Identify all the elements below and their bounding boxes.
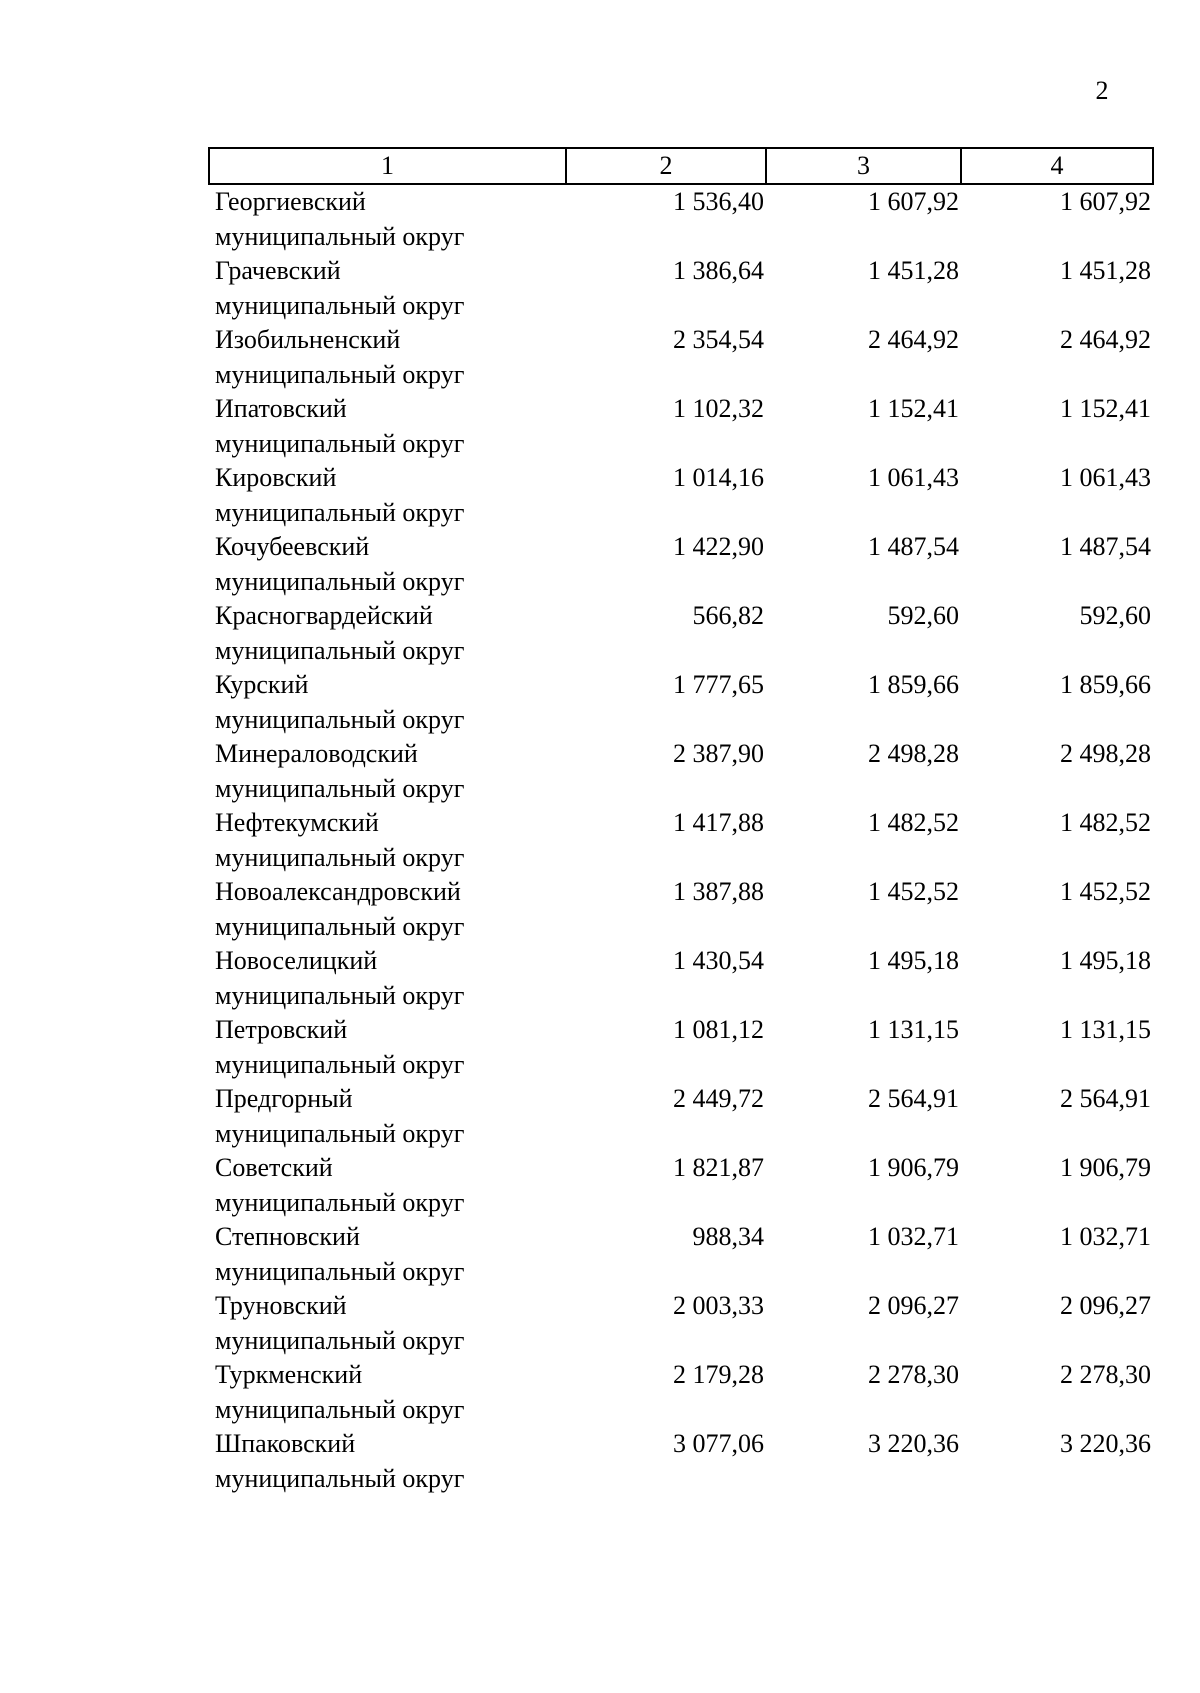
district-name: Грачевский — [215, 256, 341, 285]
value-col-2: 1 417,88 — [673, 808, 764, 837]
district-name: Степновский — [215, 1222, 360, 1251]
value-col-3: 2 096,27 — [868, 1291, 959, 1320]
value-col-3: 1 131,15 — [868, 1015, 959, 1044]
district-type: муниципальный округ — [215, 704, 465, 734]
value-col-3: 1 495,18 — [868, 946, 959, 975]
value-col-2: 2 387,90 — [673, 739, 764, 768]
district-cell — [209, 184, 566, 254]
value-col-4: 1 906,79 — [1060, 1153, 1151, 1182]
table-body — [209, 184, 1153, 1496]
district-cell — [209, 806, 566, 875]
district-name: Советский — [215, 1153, 333, 1182]
value-col-3: 1 607,92 — [868, 187, 959, 216]
value-col-3: 1 487,54 — [868, 532, 959, 561]
district-type: муниципальный округ — [215, 221, 465, 251]
value-col-2: 1 081,12 — [673, 1015, 764, 1044]
district-type: муниципальный округ — [215, 1187, 465, 1217]
table-row — [209, 875, 1153, 944]
table-row — [209, 1220, 1153, 1289]
value-col-3: 1 906,79 — [868, 1153, 959, 1182]
district-cell — [209, 668, 566, 737]
value-col-2: 1 387,88 — [673, 877, 764, 906]
value-col-4: 592,60 — [1079, 601, 1151, 630]
district-name: Кировский — [215, 463, 337, 492]
value-col-3: 1 152,41 — [868, 394, 959, 423]
value-col-3: 592,60 — [887, 601, 959, 630]
district-name: Труновский — [215, 1291, 347, 1320]
district-cell — [209, 461, 566, 530]
value-col-4: 2 498,28 — [1060, 739, 1151, 768]
value-col-3: 1 859,66 — [868, 670, 959, 699]
district-cell — [209, 323, 566, 392]
district-name: Предгорный — [215, 1084, 353, 1113]
page-number: 2 — [1095, 76, 1109, 105]
value-col-3: 2 498,28 — [868, 739, 959, 768]
district-type: муниципальный округ — [215, 911, 465, 941]
district-cell — [209, 1220, 566, 1289]
district-name: Георгиевский — [215, 187, 366, 216]
value-col-2: 988,34 — [692, 1222, 764, 1251]
district-name: Шпаковский — [215, 1429, 356, 1458]
value-col-2: 1 821,87 — [673, 1153, 764, 1182]
district-name: Петровский — [215, 1015, 348, 1044]
district-name: Курский — [215, 670, 309, 699]
value-col-4: 1 859,66 — [1060, 670, 1151, 699]
value-col-4: 1 482,52 — [1060, 808, 1151, 837]
value-col-2: 2 179,28 — [673, 1360, 764, 1389]
district-type: муниципальный округ — [215, 1325, 465, 1355]
district-cell — [209, 254, 566, 323]
district-cell — [209, 392, 566, 461]
district-type: муниципальный округ — [215, 566, 465, 596]
district-name: Красногвардейский — [215, 601, 433, 630]
district-cell — [209, 737, 566, 806]
table-row — [209, 806, 1153, 875]
district-name: Кочубеевский — [215, 532, 370, 561]
column-header-2: 2 — [566, 148, 766, 184]
table-row — [209, 1289, 1153, 1358]
district-cell — [209, 1427, 566, 1496]
value-col-4: 2 464,92 — [1060, 325, 1151, 354]
value-col-4: 1 032,71 — [1060, 1222, 1151, 1251]
value-col-4: 1 495,18 — [1060, 946, 1151, 975]
value-col-4: 1 487,54 — [1060, 532, 1151, 561]
district-type: муниципальный округ — [215, 635, 465, 665]
value-col-3: 1 451,28 — [868, 256, 959, 285]
district-name: Новоселицкий — [215, 946, 378, 975]
district-type: муниципальный округ — [215, 497, 465, 527]
district-type: муниципальный округ — [215, 1256, 465, 1286]
value-col-2: 1 386,64 — [673, 256, 764, 285]
table-row — [209, 323, 1153, 392]
value-col-2: 2 003,33 — [673, 1291, 764, 1320]
value-col-2: 3 077,06 — [673, 1429, 764, 1458]
table-row — [209, 1013, 1153, 1082]
table-row — [209, 737, 1153, 806]
value-col-2: 1 422,90 — [673, 532, 764, 561]
table-row — [209, 184, 1153, 254]
district-cell — [209, 1358, 566, 1427]
value-col-4: 1 451,28 — [1060, 256, 1151, 285]
value-col-4: 3 220,36 — [1060, 1429, 1151, 1458]
table-row — [209, 530, 1153, 599]
district-type: муниципальный округ — [215, 773, 465, 803]
value-col-2: 1 102,32 — [673, 394, 764, 423]
table-row — [209, 668, 1153, 737]
value-col-4: 1 607,92 — [1060, 187, 1151, 216]
district-name: Нефтекумский — [215, 808, 379, 837]
value-col-4: 1 452,52 — [1060, 877, 1151, 906]
value-col-2: 566,82 — [692, 601, 764, 630]
value-col-3: 1 482,52 — [868, 808, 959, 837]
table-row — [209, 1151, 1153, 1220]
value-col-4: 2 564,91 — [1060, 1084, 1151, 1113]
district-cell — [209, 530, 566, 599]
column-header-3: 3 — [766, 148, 961, 184]
value-col-4: 1 152,41 — [1060, 394, 1151, 423]
value-col-3: 1 032,71 — [868, 1222, 959, 1251]
district-cell — [209, 1289, 566, 1358]
value-col-2: 1 777,65 — [673, 670, 764, 699]
value-col-3: 2 464,92 — [868, 325, 959, 354]
value-col-2: 1 536,40 — [673, 187, 764, 216]
district-type: муниципальный округ — [215, 1394, 465, 1424]
value-col-4: 2 096,27 — [1060, 1291, 1151, 1320]
value-col-2: 2 354,54 — [673, 325, 764, 354]
value-col-3: 1 452,52 — [868, 877, 959, 906]
district-name: Минераловодский — [215, 739, 418, 768]
value-col-3: 2 278,30 — [868, 1360, 959, 1389]
districts-table — [208, 147, 1154, 1496]
district-name: Изобильненский — [215, 325, 401, 354]
district-type: муниципальный округ — [215, 290, 465, 320]
district-cell — [209, 944, 566, 1013]
table-row — [209, 461, 1153, 530]
district-name: Туркменский — [215, 1360, 363, 1389]
table-row — [209, 1358, 1153, 1427]
value-col-4: 1 061,43 — [1060, 463, 1151, 492]
table-row — [209, 1427, 1153, 1496]
value-col-2: 1 430,54 — [673, 946, 764, 975]
table-row — [209, 944, 1153, 1013]
table-row — [209, 392, 1153, 461]
district-type: муниципальный округ — [215, 980, 465, 1010]
district-name: Ипатовский — [215, 394, 347, 423]
value-col-4: 1 131,15 — [1060, 1015, 1151, 1044]
header-row — [209, 148, 1153, 184]
district-type: муниципальный округ — [215, 1118, 465, 1148]
column-header-1: 1 — [209, 148, 566, 184]
value-col-2: 1 014,16 — [673, 463, 764, 492]
district-cell — [209, 875, 566, 944]
district-cell — [209, 599, 566, 668]
district-type: муниципальный округ — [215, 842, 465, 872]
district-name: Новоалександровский — [215, 877, 461, 906]
district-type: муниципальный округ — [215, 1049, 465, 1079]
district-cell — [209, 1013, 566, 1082]
district-type: муниципальный округ — [215, 359, 465, 389]
table-row — [209, 599, 1153, 668]
district-type: муниципальный округ — [215, 428, 465, 458]
value-col-4: 2 278,30 — [1060, 1360, 1151, 1389]
value-col-3: 3 220,36 — [868, 1429, 959, 1458]
district-cell — [209, 1082, 566, 1151]
district-type: муниципальный округ — [215, 1463, 465, 1493]
district-cell — [209, 1151, 566, 1220]
table-row — [209, 1082, 1153, 1151]
table-row — [209, 254, 1153, 323]
column-header-4: 4 — [961, 148, 1153, 184]
value-col-3: 2 564,91 — [868, 1084, 959, 1113]
value-col-3: 1 061,43 — [868, 463, 959, 492]
value-col-2: 2 449,72 — [673, 1084, 764, 1113]
